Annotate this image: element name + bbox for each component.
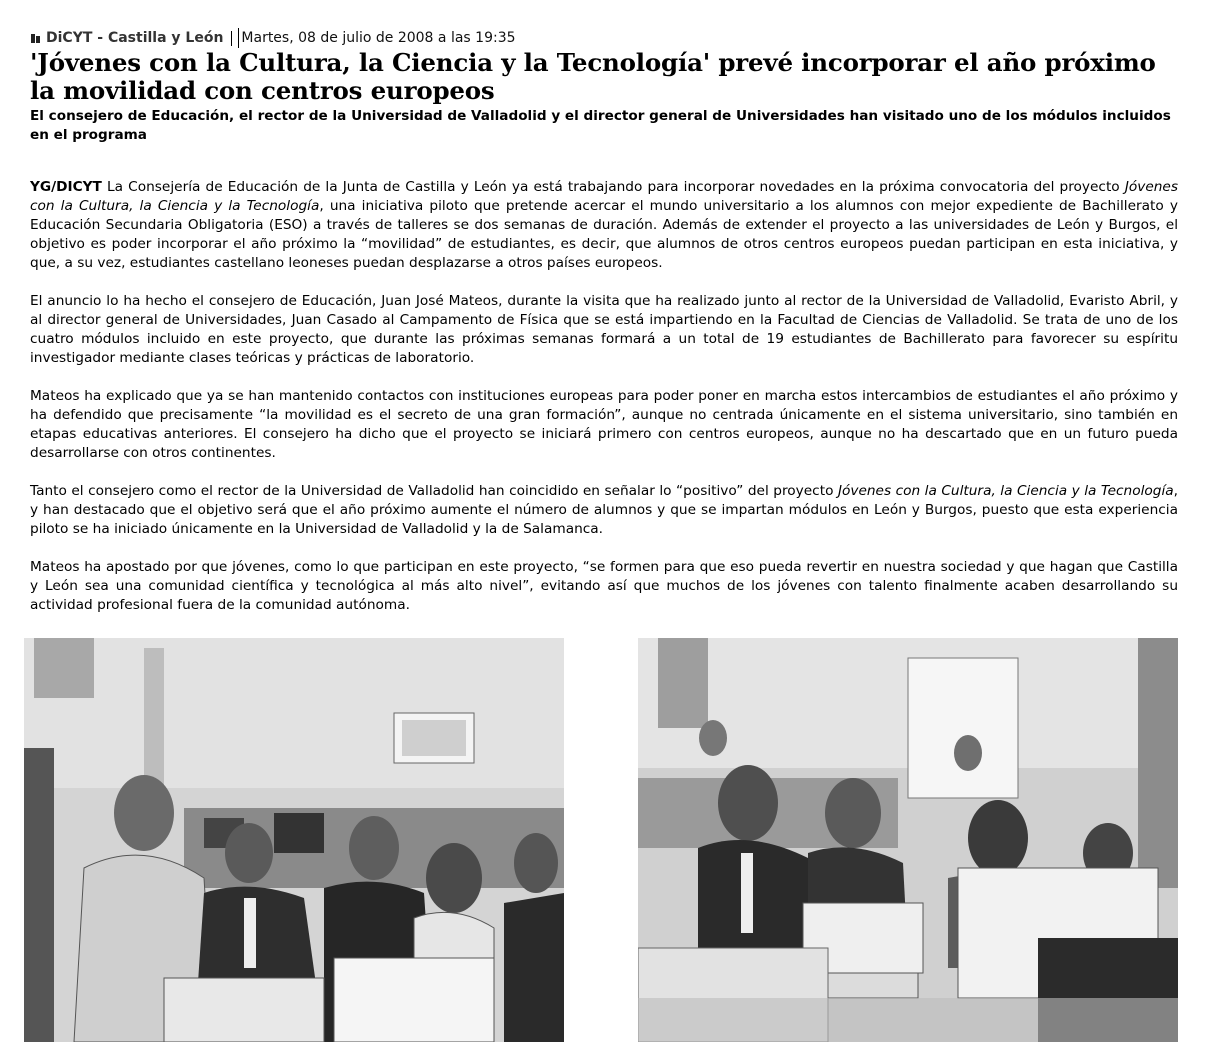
- byline: YG/DICYT: [30, 179, 102, 195]
- paragraph-3: Mateos ha explicado que ya se han mantenido contactos con instituciones europeas para poder poner en marcha estos intercambios de estudiantes el año próximo y ha defendido que precisamente “la movilidad es el secreto de una gran formación”, aunque no centrada únicamente en el sistema universitario, sino también en etapas educativas anteriores. El consejero ha dicho que el proyecto se iniciará primero con centros europeos, aunque no ha descartado que en un futuro pueda desarrollarse con otros continentes.: [30, 388, 1178, 461]
- article-subtitle: El consejero de Educación, el rector de la Universidad de Valladolid y el director general de Universidades han visitado uno de los módulos incluidos en el programa: [30, 108, 1171, 143]
- article: [30, 28, 1178, 615]
- paragraph-1-text-cont: , una iniciativa piloto que pretende acercar el mundo universitario a los alumnos con mejor expediente de Bachillerato y Educación Secundaria Obligatoria (ESO) a través de talleres se dos semanas de duración. Además de extender el proyecto a las universidades de León y Burgos, el objetivo es poder incorporar el año próximo la “movilidad” de estudiantes, es decir, que alumnos de otros centros europeos puedan participan en esta iniciativa, y que, a su vez, estudiantes castellano leoneses puedan desplazarse a otros países europeos.: [30, 198, 1178, 271]
- article-title: 'Jóvenes con la Cultura, la Ciencia y la Tecnología' prevé incorporar el año próximo la movilidad con centros europeos: [30, 48, 1156, 105]
- publish-date: Martes, 08 de julio de 2008 a las 19:35: [238, 28, 515, 48]
- paragraph-1: [30, 178, 1178, 273]
- paragraph-5: Mateos ha apostado por que jóvenes, como lo que participan en este proyecto, “se formen para que eso pueda revertir en nuestra sociedad y que hagan que Castilla y León sea una comunidad científica y tecnológica al más alto nivel”, evitando así que muchos de los jóvenes con talento finalmente acaben desarrollando su actividad profesional fuera de la comunidad autónoma.: [30, 559, 1178, 613]
- photo-visit-left-image: [24, 638, 564, 1042]
- photo-visit-right-image: [638, 638, 1178, 1042]
- article-body: [30, 178, 1178, 615]
- section-icon: [30, 33, 41, 44]
- photo-visit-right: [638, 638, 1178, 1042]
- paragraph-4-text-cont: , y han destacado que el objetivo será que el año próximo aumente el número de alumnos y que se impartan módulos en León y Burgos, puesto que esta experiencia piloto se ha iniciado únicamente en la Universidad de Valladolid y la de Salamanca.: [30, 483, 1179, 537]
- project-name: Jóvenes con la Cultura, la Ciencia y la Tecnología: [837, 483, 1174, 499]
- photo-visit-left: [24, 638, 564, 1042]
- meta-divider: [231, 31, 232, 46]
- paragraph-4-text: Tanto el consejero como el rector de la Universidad de Valladolid han coincidido en señalar lo “positivo” del proyecto: [30, 483, 838, 499]
- project-name: Jóvenes con la Cultura, la Ciencia y la Tecnología: [30, 179, 1178, 214]
- paragraph-2: El anuncio lo ha hecho el consejero de Educación, Juan José Mateos, durante la visita que ha realizado junto al rector de la Universidad de Valladolid, Evaristo Abril, y al director general de Universidades, Juan Casado al Campamento de Física que se está impartiendo en la Facultad de Ciencias de Valladolid. Se trata de uno de los cuatro módulos incluido en este proyecto, que durante las próximas semanas formará a un total de 19 estudiantes de Bachillerato para favorecer su espíritu investigador mediante clases teóricas y prácticas de laboratorio.: [30, 293, 1178, 366]
- section-link[interactable]: DiCYT - Castilla y León: [46, 30, 224, 46]
- paragraph-4: [30, 482, 1178, 539]
- article-meta: [30, 28, 1178, 48]
- paragraph-1-text: La Consejería de Educación de la Junta de Castilla y León ya está trabajando para incorporar novedades en la próxima convocatoria del proyecto: [101, 179, 1125, 195]
